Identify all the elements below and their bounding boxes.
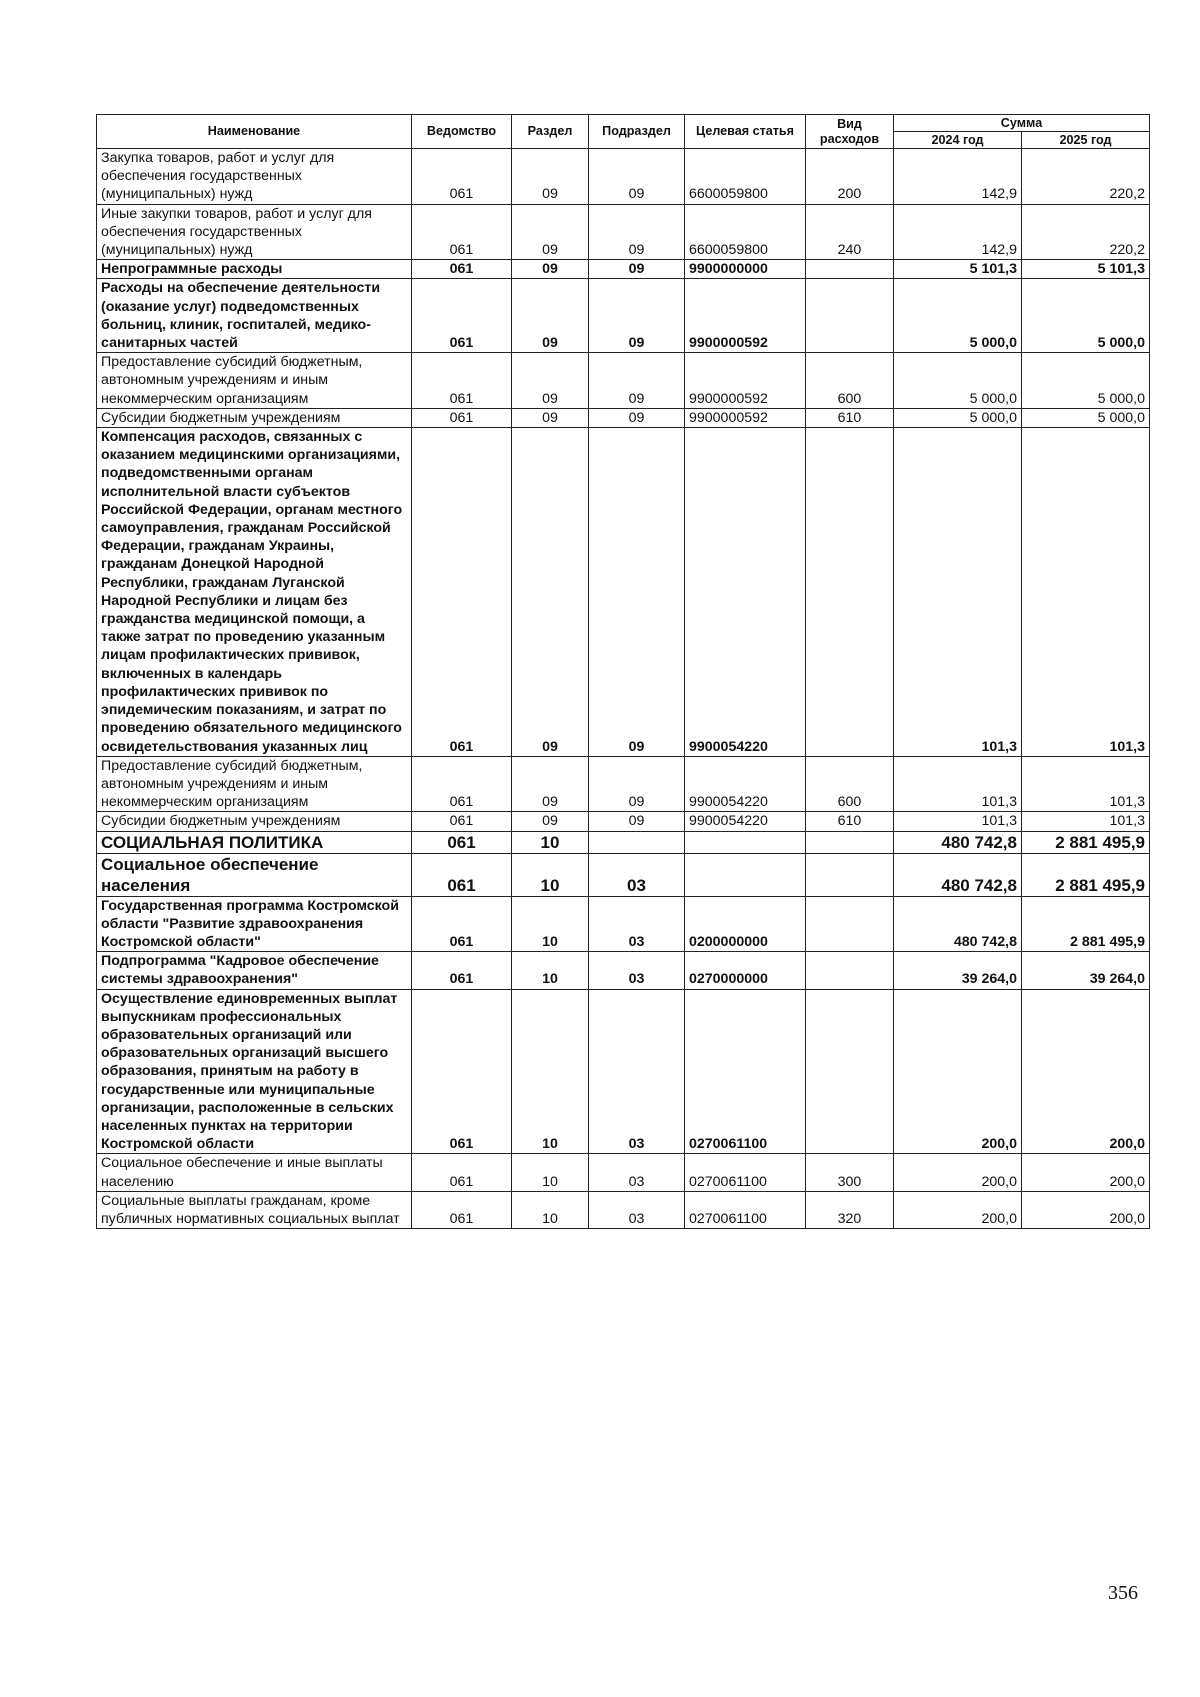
header-vedomstvo: Ведомство (412, 115, 512, 149)
row-amount-2024: 200,0 (894, 989, 1022, 1154)
row-name: Подпрограмма "Кадровое обеспечение системы здравоохранения" (97, 952, 412, 989)
table-row (97, 952, 1150, 989)
row-podrazdel: 03 (589, 1154, 685, 1191)
row-amount-2025: 2 881 495,9 (1022, 831, 1150, 853)
table-row (97, 353, 1150, 409)
row-name: Социальное обеспечение и иные выплаты населению (97, 1154, 412, 1191)
row-podrazdel (589, 831, 685, 853)
row-razdel: 09 (512, 408, 589, 427)
row-vid: 600 (806, 353, 894, 409)
row-podrazdel: 09 (589, 204, 685, 260)
row-amount-2024: 480 742,8 (894, 853, 1022, 896)
row-vid: 610 (806, 408, 894, 427)
row-name: Социальные выплаты гражданам, кроме публичных нормативных социальных выплат (97, 1191, 412, 1228)
row-vedomstvo: 061 (412, 853, 512, 896)
header-razdel: Раздел (512, 115, 589, 149)
table-row (97, 1154, 1150, 1191)
row-razdel: 10 (512, 1154, 589, 1191)
row-vedomstvo: 061 (412, 952, 512, 989)
row-statya: 9900000592 (685, 279, 806, 353)
row-vedomstvo: 061 (412, 279, 512, 353)
row-amount-2024: 5 101,3 (894, 260, 1022, 279)
row-amount-2025: 220,2 (1022, 149, 1150, 205)
row-vedomstvo: 061 (412, 204, 512, 260)
row-name: Осуществление единовременных выплат выпускникам профессиональных образовательных организаций или образовательных организаций высшего образования, принятым на работу в государственные или муниципальные организации, расположенные в сельских населенных пунктах на территории Костромской области (97, 989, 412, 1154)
row-podrazdel: 09 (589, 260, 685, 279)
row-vid (806, 989, 894, 1154)
row-amount-2025: 101,3 (1022, 428, 1150, 757)
row-vedomstvo: 061 (412, 831, 512, 853)
row-amount-2024: 101,3 (894, 812, 1022, 831)
row-podrazdel: 09 (589, 812, 685, 831)
row-vedomstvo: 061 (412, 989, 512, 1154)
row-vid (806, 853, 894, 896)
row-podrazdel: 03 (589, 989, 685, 1154)
row-statya: 0270000000 (685, 952, 806, 989)
row-vid: 200 (806, 149, 894, 205)
header-statya: Целевая статья (685, 115, 806, 149)
table-row (97, 260, 1150, 279)
row-amount-2024: 200,0 (894, 1154, 1022, 1191)
row-vid (806, 896, 894, 952)
table-row (97, 428, 1150, 757)
row-amount-2025: 2 881 495,9 (1022, 896, 1150, 952)
row-statya (685, 853, 806, 896)
row-statya: 0200000000 (685, 896, 806, 952)
header-vid: Вид расходов (806, 115, 894, 149)
row-podrazdel: 03 (589, 853, 685, 896)
header-year-2024: 2024 год (894, 132, 1022, 149)
row-amount-2024: 480 742,8 (894, 896, 1022, 952)
table-body (97, 149, 1150, 1229)
row-podrazdel: 03 (589, 896, 685, 952)
table-row (97, 831, 1150, 853)
table-header (97, 115, 1150, 149)
row-podrazdel: 09 (589, 756, 685, 812)
row-vedomstvo: 061 (412, 1154, 512, 1191)
row-vid: 320 (806, 1191, 894, 1228)
row-statya: 0270061100 (685, 1191, 806, 1228)
row-vid: 300 (806, 1154, 894, 1191)
row-vedomstvo: 061 (412, 896, 512, 952)
row-amount-2025: 101,3 (1022, 812, 1150, 831)
row-statya: 9900000000 (685, 260, 806, 279)
row-amount-2025: 5 000,0 (1022, 279, 1150, 353)
row-vid: 240 (806, 204, 894, 260)
header-summa: Сумма (894, 115, 1150, 132)
row-name: Социальное обеспечение населения (97, 853, 412, 896)
row-vedomstvo: 061 (412, 756, 512, 812)
table-row (97, 279, 1150, 353)
row-razdel: 09 (512, 279, 589, 353)
table-row (97, 896, 1150, 952)
row-statya: 9900054220 (685, 812, 806, 831)
row-podrazdel: 09 (589, 353, 685, 409)
row-vedomstvo: 061 (412, 1191, 512, 1228)
row-razdel: 10 (512, 853, 589, 896)
row-vid (806, 952, 894, 989)
row-statya: 9900054220 (685, 428, 806, 757)
row-podrazdel: 03 (589, 952, 685, 989)
row-razdel: 09 (512, 260, 589, 279)
row-vedomstvo: 061 (412, 428, 512, 757)
row-podrazdel: 09 (589, 408, 685, 427)
row-name: Предоставление субсидий бюджетным, автономным учреждениям и иным некоммерческим организациям (97, 756, 412, 812)
row-razdel: 10 (512, 1191, 589, 1228)
header-name: Наименование (97, 115, 412, 149)
row-razdel: 10 (512, 896, 589, 952)
row-amount-2024: 5 000,0 (894, 279, 1022, 353)
header-podrazdel: Подраздел (589, 115, 685, 149)
row-amount-2025: 101,3 (1022, 756, 1150, 812)
row-statya: 9900000592 (685, 408, 806, 427)
row-vid (806, 428, 894, 757)
row-podrazdel: 09 (589, 149, 685, 205)
row-vid: 600 (806, 756, 894, 812)
row-name: Расходы на обеспечение деятельности (оказание услуг) подведомственных больниц, клиник, госпиталей, медико-санитарных частей (97, 279, 412, 353)
row-razdel: 10 (512, 831, 589, 853)
row-razdel: 10 (512, 989, 589, 1154)
row-razdel: 09 (512, 204, 589, 260)
row-amount-2025: 5 000,0 (1022, 408, 1150, 427)
row-vid (806, 831, 894, 853)
row-statya: 9900054220 (685, 756, 806, 812)
row-vedomstvo: 061 (412, 353, 512, 409)
row-amount-2025: 5 101,3 (1022, 260, 1150, 279)
row-name: Непрограммные расходы (97, 260, 412, 279)
row-name: Субсидии бюджетным учреждениям (97, 812, 412, 831)
row-name: Предоставление субсидий бюджетным, автономным учреждениям и иным некоммерческим организациям (97, 353, 412, 409)
row-razdel: 09 (512, 428, 589, 757)
table-row (97, 756, 1150, 812)
page-number: 356 (1108, 1582, 1138, 1604)
row-statya: 6600059800 (685, 149, 806, 205)
row-amount-2024: 142,9 (894, 204, 1022, 260)
row-amount-2024: 101,3 (894, 428, 1022, 757)
header-year-2025: 2025 год (1022, 132, 1150, 149)
table-row (97, 204, 1150, 260)
table-row (97, 149, 1150, 205)
row-amount-2024: 200,0 (894, 1191, 1022, 1228)
row-statya: 9900000592 (685, 353, 806, 409)
table-row (97, 1191, 1150, 1228)
row-amount-2024: 480 742,8 (894, 831, 1022, 853)
row-razdel: 09 (512, 812, 589, 831)
row-statya: 0270061100 (685, 1154, 806, 1191)
row-vid (806, 260, 894, 279)
row-vedomstvo: 061 (412, 149, 512, 205)
row-razdel: 09 (512, 149, 589, 205)
row-amount-2024: 5 000,0 (894, 353, 1022, 409)
row-vedomstvo: 061 (412, 812, 512, 831)
row-statya (685, 831, 806, 853)
row-vid: 610 (806, 812, 894, 831)
row-name: Компенсация расходов, связанных с оказанием медицинскими организациями, подведомственными органам исполнительной власти субъектов Российской Федерации, органам местного самоуправления, гражданам Российской Федерации, гражданам Украины, гражданам Донецкой Народной Республики, гражданам Луганской Народной Республики и лицам без гражданства медицинской помощи, а также затрат по проведению указанным лицам профилактических прививок, включенных в календарь профилактических прививок по эпидемическим показаниям, и затрат по проведению обязательного медицинского освидетельствования указанных лиц (97, 428, 412, 757)
row-amount-2025: 220,2 (1022, 204, 1150, 260)
row-statya: 6600059800 (685, 204, 806, 260)
row-amount-2024: 39 264,0 (894, 952, 1022, 989)
row-name: Государственная программа Костромской области "Развитие здравоохранения Костромской области" (97, 896, 412, 952)
row-podrazdel: 03 (589, 1191, 685, 1228)
row-amount-2025: 5 000,0 (1022, 353, 1150, 409)
row-name: Иные закупки товаров, работ и услуг для обеспечения государственных (муниципальных) нужд (97, 204, 412, 260)
row-name: Субсидии бюджетным учреждениям (97, 408, 412, 427)
row-vedomstvo: 061 (412, 260, 512, 279)
row-amount-2025: 200,0 (1022, 1154, 1150, 1191)
row-amount-2025: 39 264,0 (1022, 952, 1150, 989)
table-row (97, 812, 1150, 831)
row-podrazdel: 09 (589, 279, 685, 353)
row-amount-2024: 142,9 (894, 149, 1022, 205)
table-row (97, 989, 1150, 1154)
row-statya: 0270061100 (685, 989, 806, 1154)
row-podrazdel: 09 (589, 428, 685, 757)
table-row (97, 853, 1150, 896)
row-name: СОЦИАЛЬНАЯ ПОЛИТИКА (97, 831, 412, 853)
budget-table (96, 114, 1150, 1229)
row-amount-2025: 200,0 (1022, 989, 1150, 1154)
row-amount-2025: 200,0 (1022, 1191, 1150, 1228)
row-vid (806, 279, 894, 353)
row-razdel: 10 (512, 952, 589, 989)
row-razdel: 09 (512, 756, 589, 812)
row-name: Закупка товаров, работ и услуг для обеспечения государственных (муниципальных) нужд (97, 149, 412, 205)
row-vedomstvo: 061 (412, 408, 512, 427)
row-razdel: 09 (512, 353, 589, 409)
row-amount-2024: 101,3 (894, 756, 1022, 812)
row-amount-2025: 2 881 495,9 (1022, 853, 1150, 896)
row-amount-2024: 5 000,0 (894, 408, 1022, 427)
table-row (97, 408, 1150, 427)
